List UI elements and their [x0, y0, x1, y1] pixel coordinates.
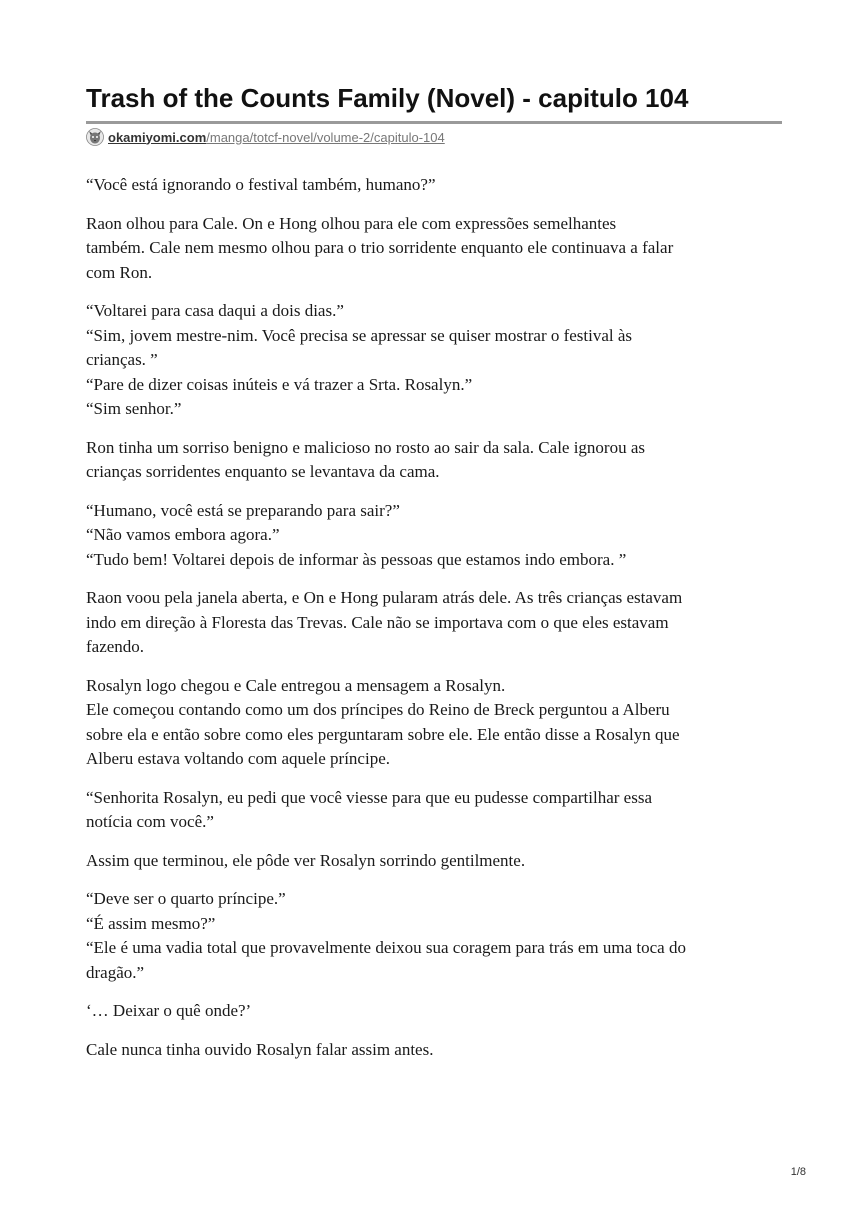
- page-number: 1/8: [790, 1166, 806, 1178]
- paragraph: [86, 212, 786, 286]
- text-line: Assim que terminou, ele pôde ver Rosalyn sorrindo gentilmente.: [86, 850, 526, 870]
- text-line: Raon olhou para Cale. On e Hong olhou para ele com expressões semelhantes: [86, 213, 617, 233]
- text-line: também. Cale nem mesmo olhou para o trio sorridente enquanto ele continuava a falar: [86, 238, 674, 257]
- text-line: “Não vamos embora agora.”: [86, 525, 280, 544]
- paragraph: [86, 849, 786, 874]
- text-line: “Tudo bem! Voltarei depois de informar às pessoas que estamos indo embora. ”: [86, 549, 627, 569]
- text-line: dragão.”: [86, 962, 145, 982]
- text-line: Raon voou pela janela aberta, e On e Hong pularam atrás dele. As três crianças estavam: [86, 588, 683, 607]
- text-line: “Sim, jovem mestre-nim. Você precisa se apressar se quiser mostrar o festival às: [86, 325, 633, 345]
- page-title: Trash of the Counts Family (Novel) - capitulo 104: [86, 83, 689, 113]
- text-line: “Ele é uma vadia total que provavelmente deixou sua coragem para trás em uma toca do: [86, 938, 686, 957]
- text-line: sobre ela e então sobre como eles perguntaram sobre ele. Ele então disse a Rosalyn que: [86, 724, 680, 744]
- text-line: indo em direção à Floresta das Trevas. Cale não se importava com o que eles estavam: [86, 612, 669, 632]
- text-line: notícia com você.”: [86, 812, 214, 831]
- text-line: com Ron.: [86, 262, 153, 282]
- source-domain[interactable]: okamiyomi.com: [108, 129, 207, 145]
- text-line: crianças. ”: [86, 350, 158, 369]
- paragraph: [86, 674, 786, 772]
- text-line: Alberu estava voltando com aquele príncipe.: [86, 749, 390, 768]
- paragraph: [86, 173, 786, 198]
- source-link[interactable]: [86, 127, 445, 147]
- paragraph: [86, 436, 786, 485]
- text-line: Rosalyn logo chegou e Cale entregou a mensagem a Rosalyn.: [86, 675, 506, 695]
- text-line: “É assim mesmo?”: [86, 913, 216, 933]
- paragraph: [86, 499, 786, 573]
- paragraph: [86, 786, 786, 835]
- text-line: “Deve ser o quarto príncipe.”: [86, 889, 286, 908]
- text-line: Ron tinha um sorriso benigno e malicioso no rosto ao sair da sala. Cale ignorou as: [86, 437, 646, 457]
- text-line: “Sim senhor.”: [86, 399, 182, 418]
- text-line: “Senhorita Rosalyn, eu pedi que você viesse para que eu pudesse compartilhar essa: [86, 787, 653, 807]
- paragraph: [86, 299, 786, 422]
- text-line: fazendo.: [86, 637, 145, 656]
- text-line: ‘… Deixar o quê onde?’: [86, 1001, 252, 1020]
- paragraph: [86, 887, 786, 985]
- paragraph: [86, 1038, 786, 1063]
- text-line: crianças sorridentes enquanto se levantava da cama.: [86, 462, 440, 481]
- paragraph: [86, 586, 786, 660]
- wolf-logo-icon: [86, 128, 104, 146]
- source-path[interactable]: /manga/totcf-novel/volume-2/capitulo-104: [206, 129, 445, 145]
- text-line: “Pare de dizer coisas inúteis e vá trazer a Srta. Rosalyn.”: [86, 374, 473, 394]
- chapter-body: [86, 173, 786, 1076]
- paragraph: [86, 999, 786, 1024]
- title-divider: [86, 121, 782, 124]
- text-line: “Voltarei para casa daqui a dois dias.”: [86, 301, 344, 320]
- text-line: Ele começou contando como um dos príncipes do Reino de Breck perguntou a Alberu: [86, 700, 670, 719]
- text-line: “Você está ignorando o festival também, humano?”: [86, 175, 436, 194]
- text-line: “Humano, você está se preparando para sair?”: [86, 500, 400, 520]
- text-line: Cale nunca tinha ouvido Rosalyn falar assim antes.: [86, 1039, 434, 1059]
